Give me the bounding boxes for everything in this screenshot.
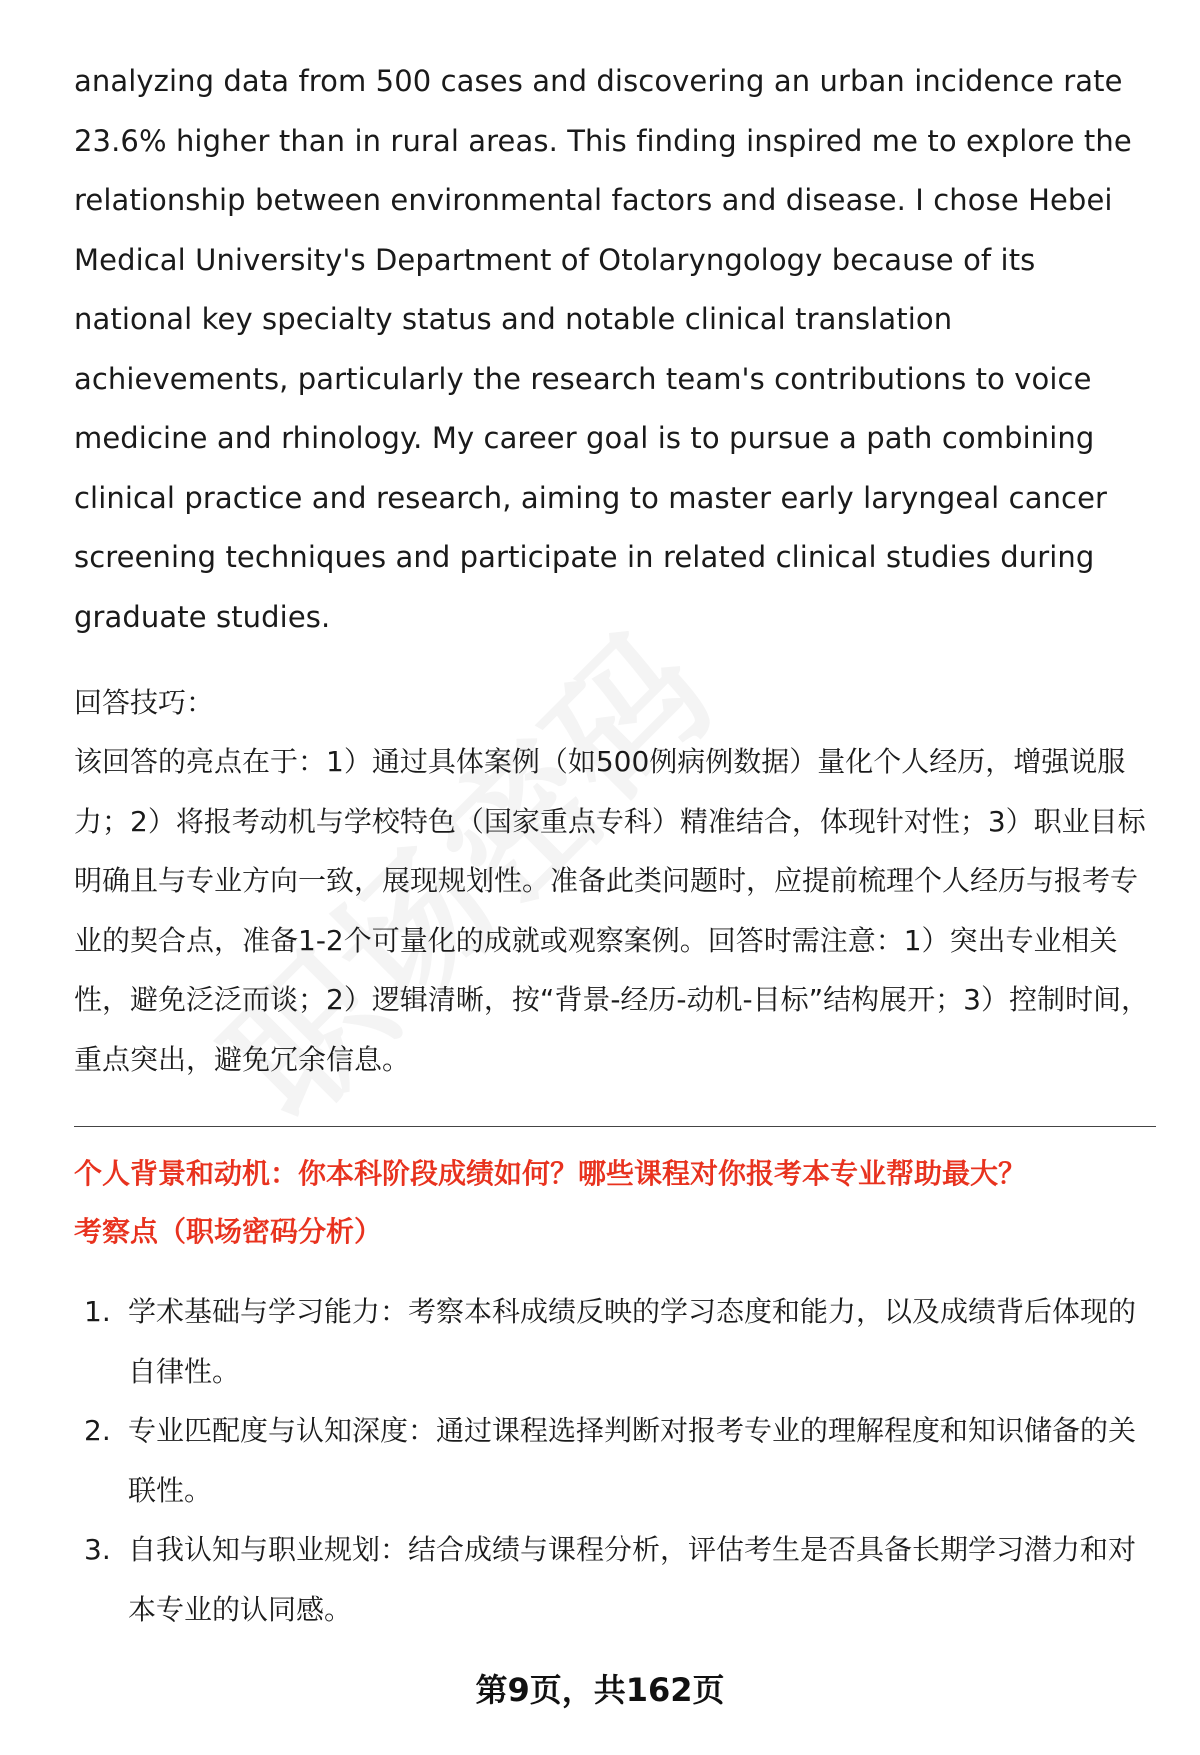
tips-title: 回答技巧： bbox=[74, 686, 215, 719]
list-item-text: 专业匹配度与认知深度：通过课程选择判断对报考专业的理解程度和知识储备的关联性。 bbox=[128, 1414, 1137, 1507]
list-item bbox=[74, 1282, 1156, 1401]
section-divider bbox=[74, 1126, 1156, 1127]
list-item bbox=[74, 1401, 1156, 1520]
question-subtitle: 考察点（职场密码分析） bbox=[74, 1215, 383, 1248]
list-item-number: 3. bbox=[84, 1533, 111, 1566]
question-title: 个人背景和动机：你本科阶段成绩如何？哪些课程对你报考本专业帮助最大？ bbox=[74, 1157, 1027, 1190]
list-item-number: 1. bbox=[84, 1295, 111, 1328]
list-item bbox=[74, 1520, 1156, 1639]
list-item-text: 学术基础与学习能力：考察本科成绩反映的学习态度和能力，以及成绩背后体现的自律性。 bbox=[128, 1295, 1137, 1388]
intro-paragraph: analyzing data from 500 cases and discovering an urban incidence rate 23.6% higher than in rural areas. This finding inspired me to explore the relationship between environmental factors and disease. I chose Hebei Medical University's Department of Otolaryngology because of its national key specialty status and notable clinical translation achievements, particularly the research team's contributions to voice medicine and rhinology. My career goal is to pursue a path combining clinical practice and research, aiming to master early laryngeal cancer screening techniques and participate in related clinical studies during graduate studies. bbox=[74, 64, 1132, 634]
list-item-number: 2. bbox=[84, 1414, 111, 1447]
tips-body: 该回答的亮点在于：1）通过具体案例（如500例病例数据）量化个人经历，增强说服力；2）将报考动机与学校特色（国家重点专科）精准结合，体现针对性；3）职业目标明确且与专业方向一致，展现规划性。准备此类问题时，应提前梳理个人经历与报考专业的契合点，准备1-2个可量化的成就或观察案例。回答时需注意：1）突出专业相关性，避免泛泛而谈；2）逻辑清晰，按“背景-经历-动机-目标”结构展开；3）控制时间，重点突出，避免冗余信息。 bbox=[74, 745, 1149, 1076]
document-page bbox=[74, 52, 1156, 1639]
list-item-text: 自我认知与职业规划：结合成绩与课程分析，评估考生是否具备长期学习潜力和对本专业的认同感。 bbox=[128, 1533, 1137, 1626]
page-number: 第9页，共162页 bbox=[475, 1671, 725, 1709]
points-list bbox=[74, 1282, 1156, 1639]
